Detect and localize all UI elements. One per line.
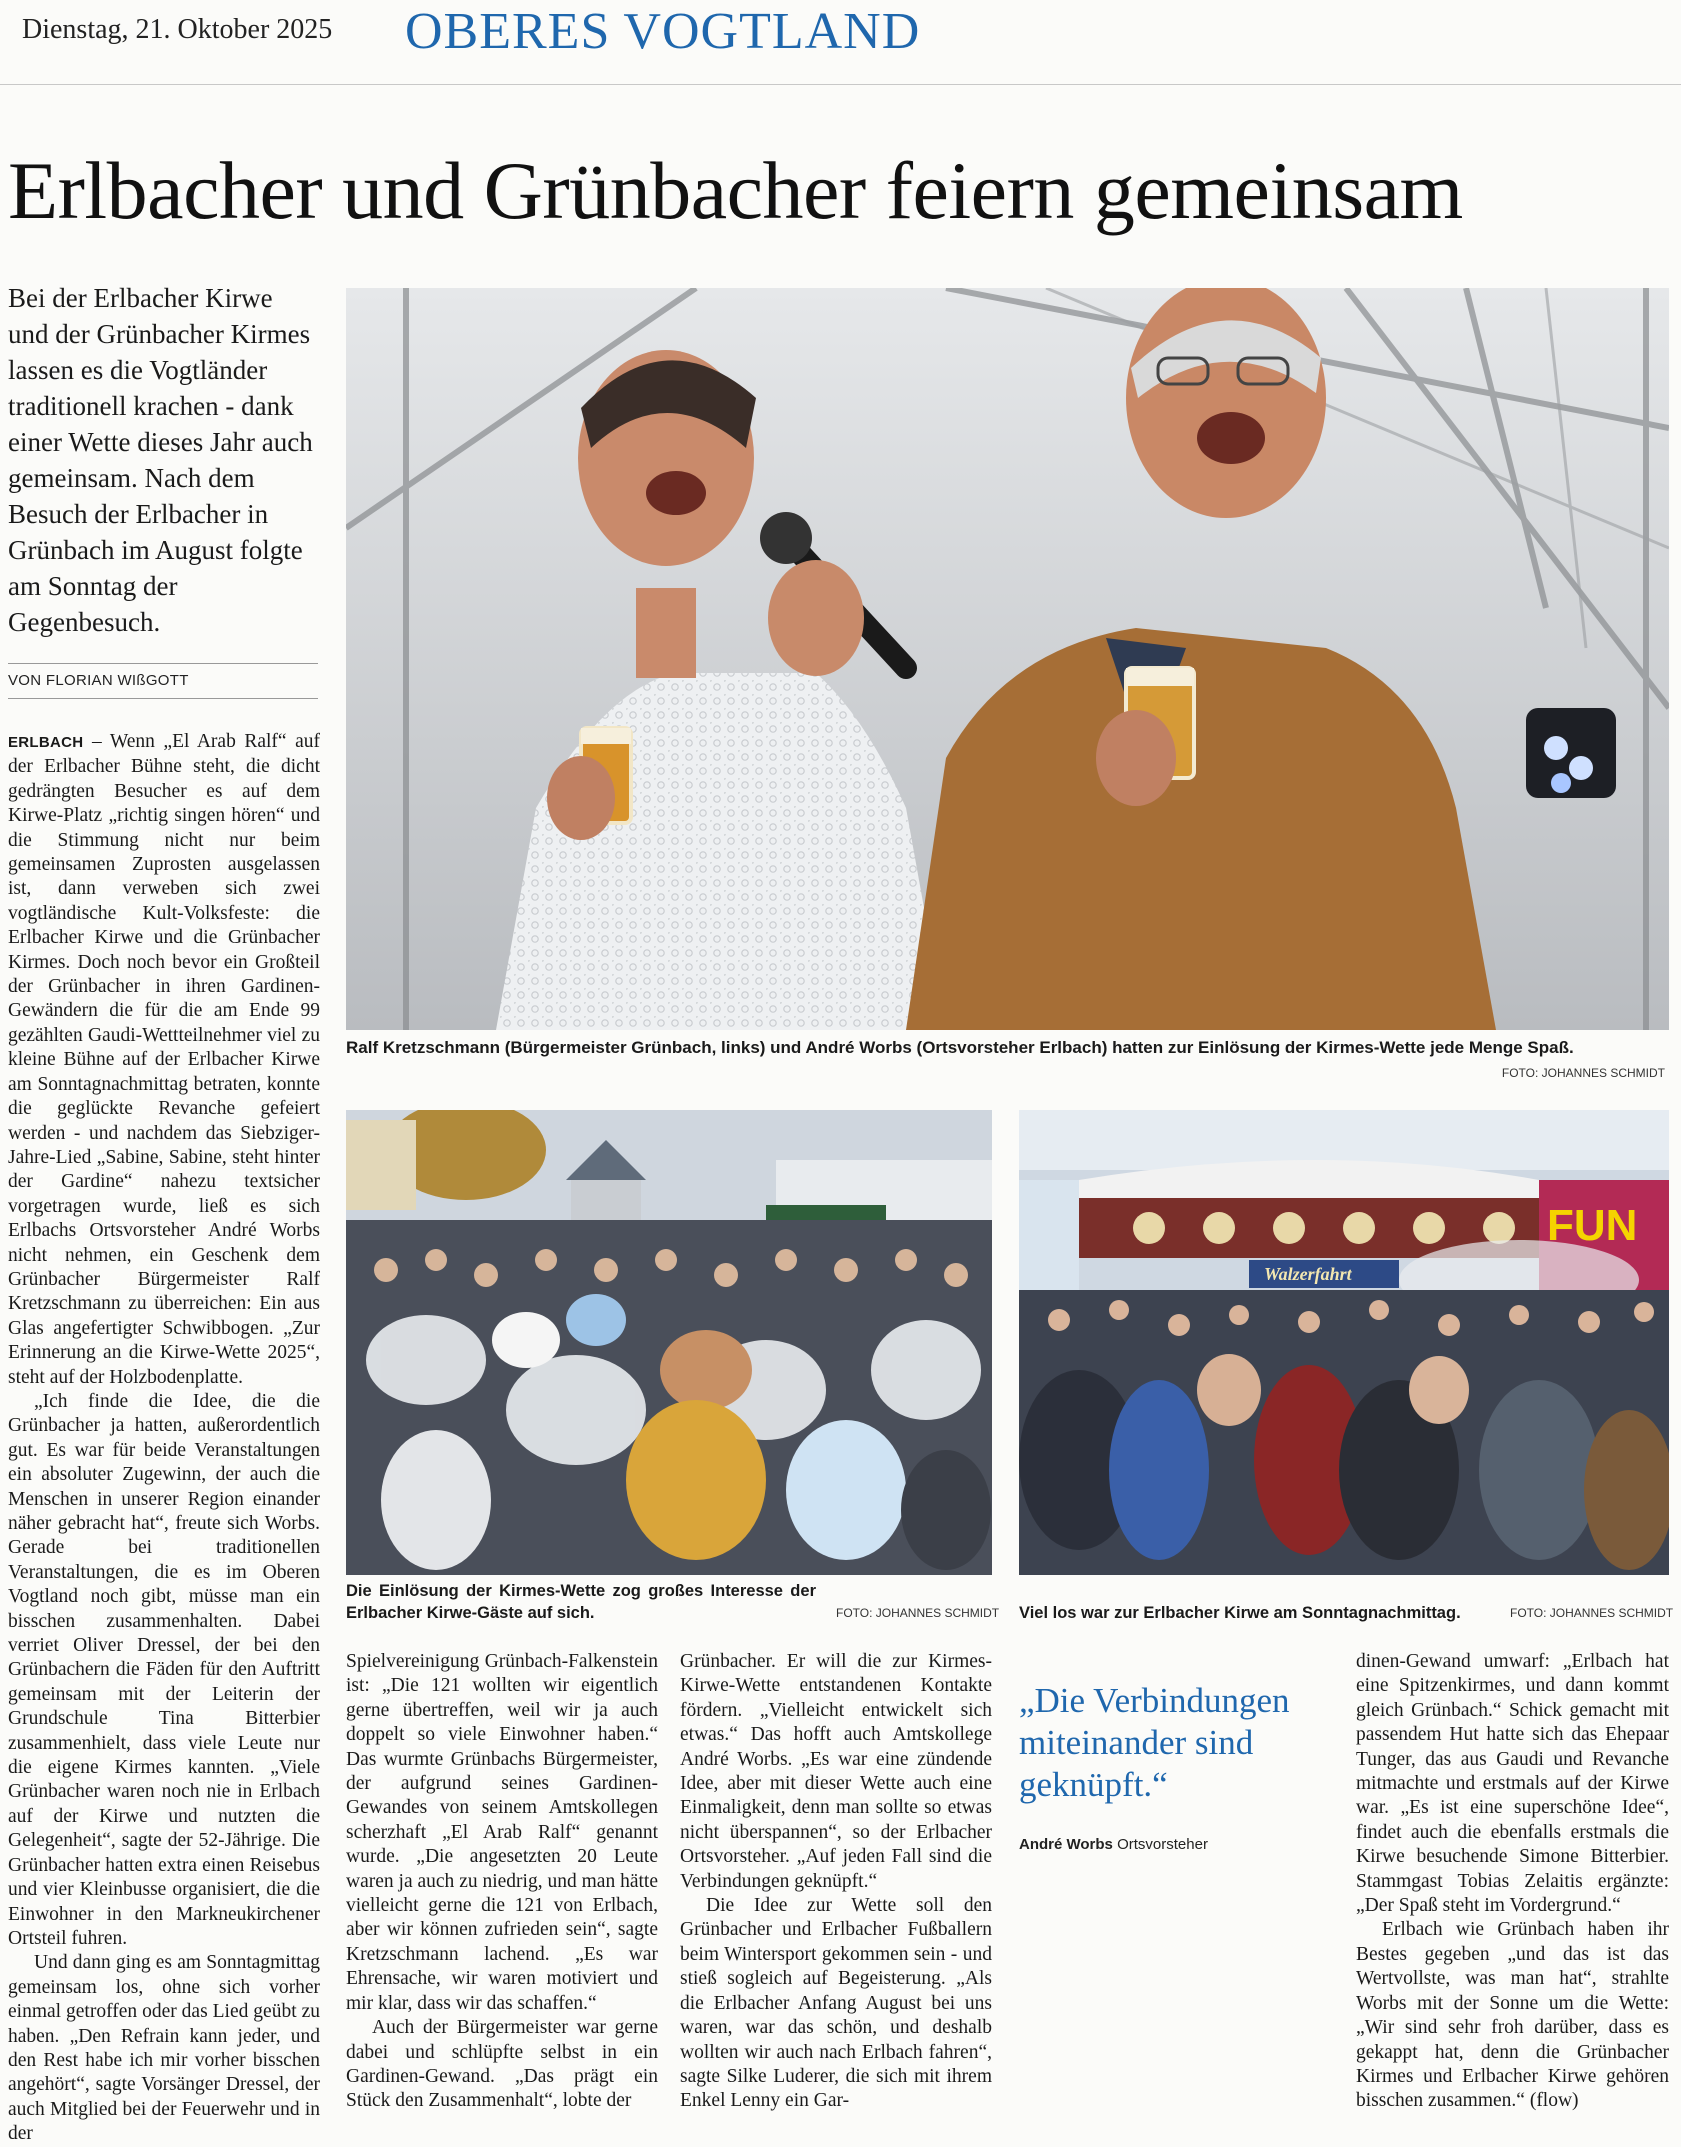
quote-author-name: André Worbs [1019,1836,1113,1853]
article-paragraph: „Ich finde die Idee, die die Grünbacher ja hatten, außerordentlich gut. Es war für beide Veranstaltungen ein absoluter Zugewinn, der auch die Menschen in unserer Region einander näher gebracht hat“, freute sich Worbs. Gerade bei traditionellen Veranstaltungen, die es im Oberen Vogtland noch gibt, müsse man ein bisschen zusammenhalten. Dabei verriet Oliver Dressel, der bei den Grünbachern die Fäden für den Auftritt gemeinsam mit der Leiterin der Grundschule Tina Bitterbier zusammenhielt, dass viele Leute nur die eigene Kirmes kannten. „Viele Grünbacher waren noch nie in Erlbach auf der Kirwe und nutzten die Gelegenheit“, sagte der 52-Jährige. Die Grünbacher hatten extra einen Reisebus und vier Kleinbusse organisiert, die die Einwohner in den Markneukirchener Ortsteil fuhren. [8,1390,320,1949]
header-divider [0,84,1681,85]
article-paragraph: Grünbacher. Er will die zur Kirmes-Kirwe-Wette entstandenen Kontakte fördern. „Vielleicht entwickelt sich etwas.“ Das hofft auch Amtskollege André Worbs. „Es war eine zündende Idee, aber mit dieser Wette auch eine Einmaligkeit, denn man sollte so etwas nicht überspannen“, so der Erlbacher Ortsvorsteher. „Auf jeden Fall sind die Verbindungen geknüpft.“ [680,1651,992,1892]
article-paragraph: Erlbach wie Grünbach haben ihr Bestes gegeben „und das ist das Wertvollste, was man hat“, strahlte Worbs mit der Sonne um die Wette: „Wir sind sehr froh darüber, dass es gekappt hat, denn die Grünbacher Kirmes und Erlbacher Kirwe gehören bisschen zusammen.“ (flow) [1356,1919,1669,2112]
byline-divider-bottom [8,698,318,699]
article-paragraph: Die Idee zur Wette soll den Grünbacher und Erlbacher Fußballern beim Wintersport gekommen sein - und stieß sogleich auf Begeisterung. „Als die Erlbacher Anfang August bei uns waren, war das schön, und deshalb wollten wir auch nach Erlbach fahren“, sagte Silke Luderer, die sich mit ihrem Enkel Lenny ein Gar- [680,1895,992,2112]
article-column-2 [346,1650,658,2114]
crowd-photo-caption: Die Einlösung der Kirmes-Wette zog großes Interesse der Erlbacher Kirwe-Gäste auf sich. [346,1582,816,1622]
main-photo-caption: Ralf Kretzschmann (Bürgermeister Grünbach, links) und André Worbs (Ortsvorsteher Erlbach) hatten zur Einlösung der Kirmes-Wette jede Menge Spaß. [346,1038,1574,1057]
pull-quote-attribution [1019,1836,1208,1853]
crowd-photo-credit: FOTO: JOHANNES SCHMIDT [836,1606,1000,1620]
article-column-1 [8,730,320,2147]
fun-sign: FUN [1547,1201,1638,1250]
byline: VON FLORIAN WIßGOTT [8,672,189,689]
main-photo [346,288,1669,1030]
article-teaser: Bei der Erlbacher Kirwe und der Grünbacher Kirmes lassen es die Vogtländer traditionell krachen - dank einer Wette dieses Jahr auch gemeinsam. Nach dem Besuch der Erlbacher in Grünbach im August folgte am Sonntag der Gegenbesuch. [8,283,313,637]
ride-sign: Walzerfahrt [1264,1264,1352,1284]
article-paragraph: Und dann ging es am Sonntagmittag gemeinsam los, ohne sich vorher einmal getroffen oder das Lied geübt zu haben. „Den Refrain kann jeder, und den Rest habe ich mir vorher bisschen angehört“, sagte Vorsänger Dressel, der auch Mitglied bei der Feuerwehr und in der [8,1952,320,2145]
article-paragraph: dinen-Gewand umwarf: „Erlbach hat eine Spitzenkirmes, und dann kommt gleich Grünbach.“ Schick gemacht mit passendem Hut hatte sich das Ehepaar Tunger, das aus Gaudi und Revanche mitmachte und erstmals auf der Kirwe war. „Es ist eine superschöne Idee“, findet auch die ebenfalls erstmals die Kirwe besuchende Simone Bitterbier. Stammgast Tobias Zelaitis ergänzte: „Der Spaß steht im Vordergrund.“ [1356,1651,1669,1917]
article-paragraph: Spielvereinigung Grünbach-Falkenstein ist: „Die 121 wollten wir eigentlich gerne übertreffen, weil wir ja auch doppelt so viele Einwohner haben.“ Das wurmte Grünbachs Bürgermeister, der aufgrund seines Gardinen-Gewandes von seinem Amtskollegen scherzhaft „El Arab Ralf“ genannt wurde. „Die angesetzten 20 Leute waren ja auch zu niedrig, und man hätte vielleicht gerne die 121 von Erlbach, aber wir können zufrieden sein“, sagte Kretzschmann lachend. „Es war Ehrensache, wir waren motiviert und mir klar, dass wir das schaffen.“ [346,1651,658,2014]
fair-photo-credit: FOTO: JOHANNES SCHMIDT [1510,1606,1674,1620]
article-column-5 [1356,1650,1669,2114]
paragraph-text: – Wenn „El Arab Ralf“ auf der Erlbacher Bühne steht, die dicht gedrängten Besucher es auf dem Kirwe-Platz „richtig singen hören“ und die Stimmung nicht nur beim gemeinsamen Zuprosten ausgelassen ist, dann verweben sich zwei vogtländische Kult-Volksfeste: die Erlbacher Kirwe und die Grünbacher Kirmes. Doch noch bevor ein Großteil der Grünbacher in ihren Gardinen-Gewändern die für die am Ende 99 gezählten Gaudi-Wettteilnehmer viel zu kleine Bühne auf der Erlbacher Kirwe am Sonntagnachmittag betraten, konnte die geglückte Revanche gefeiert werden - und nachdem das Siebziger-Jahre-Lied „Sabine, Sabine, steht hinter der Gardine“ nahezu textsicher vorgetragen wurde, ließ es sich Erlbachs Ortsvorsteher André Worbs nicht nehmen, ein Geschenk dem Grünbacher Bürgermeister Ralf Kretzschmann zu überreichen: Ein aus Glas angefertigter Schwibbogen. „Zur Erinnerung an die Kirwe-Wette 2025“, steht auf der Holzbodenplatte. [8,731,320,1388]
crowd-photo [346,1110,992,1575]
fair-photo-caption: Viel los war zur Erlbacher Kirwe am Sonntagnachmittag. [1019,1604,1461,1622]
article-paragraph: Auch der Bürgermeister war gerne dabei und schlüpfte selbst in ein Gardinen-Gewand. „Das prägt ein Stück den Zusammenhalt“, lobte der [346,2017,658,2112]
quote-author-role: Ortsvorsteher [1117,1836,1208,1853]
pull-quote: „Die Verbindungen miteinander sind geknüpft.“ [1019,1681,1290,1804]
fair-photo [1019,1110,1669,1575]
article-headline: Erlbacher und Grünbacher feiern gemeinsam [8,145,1463,236]
main-photo-credit: FOTO: JOHANNES SCHMIDT [1501,1066,1665,1080]
section-title: OBERES VOGTLAND [405,3,921,60]
article-column-3 [680,1650,992,2114]
byline-divider-top [8,663,318,664]
dateline: ERLBACH [8,734,84,751]
article-paragraph [8,730,320,1390]
edition-date: Dienstag, 21. Oktober 2025 [22,14,333,45]
